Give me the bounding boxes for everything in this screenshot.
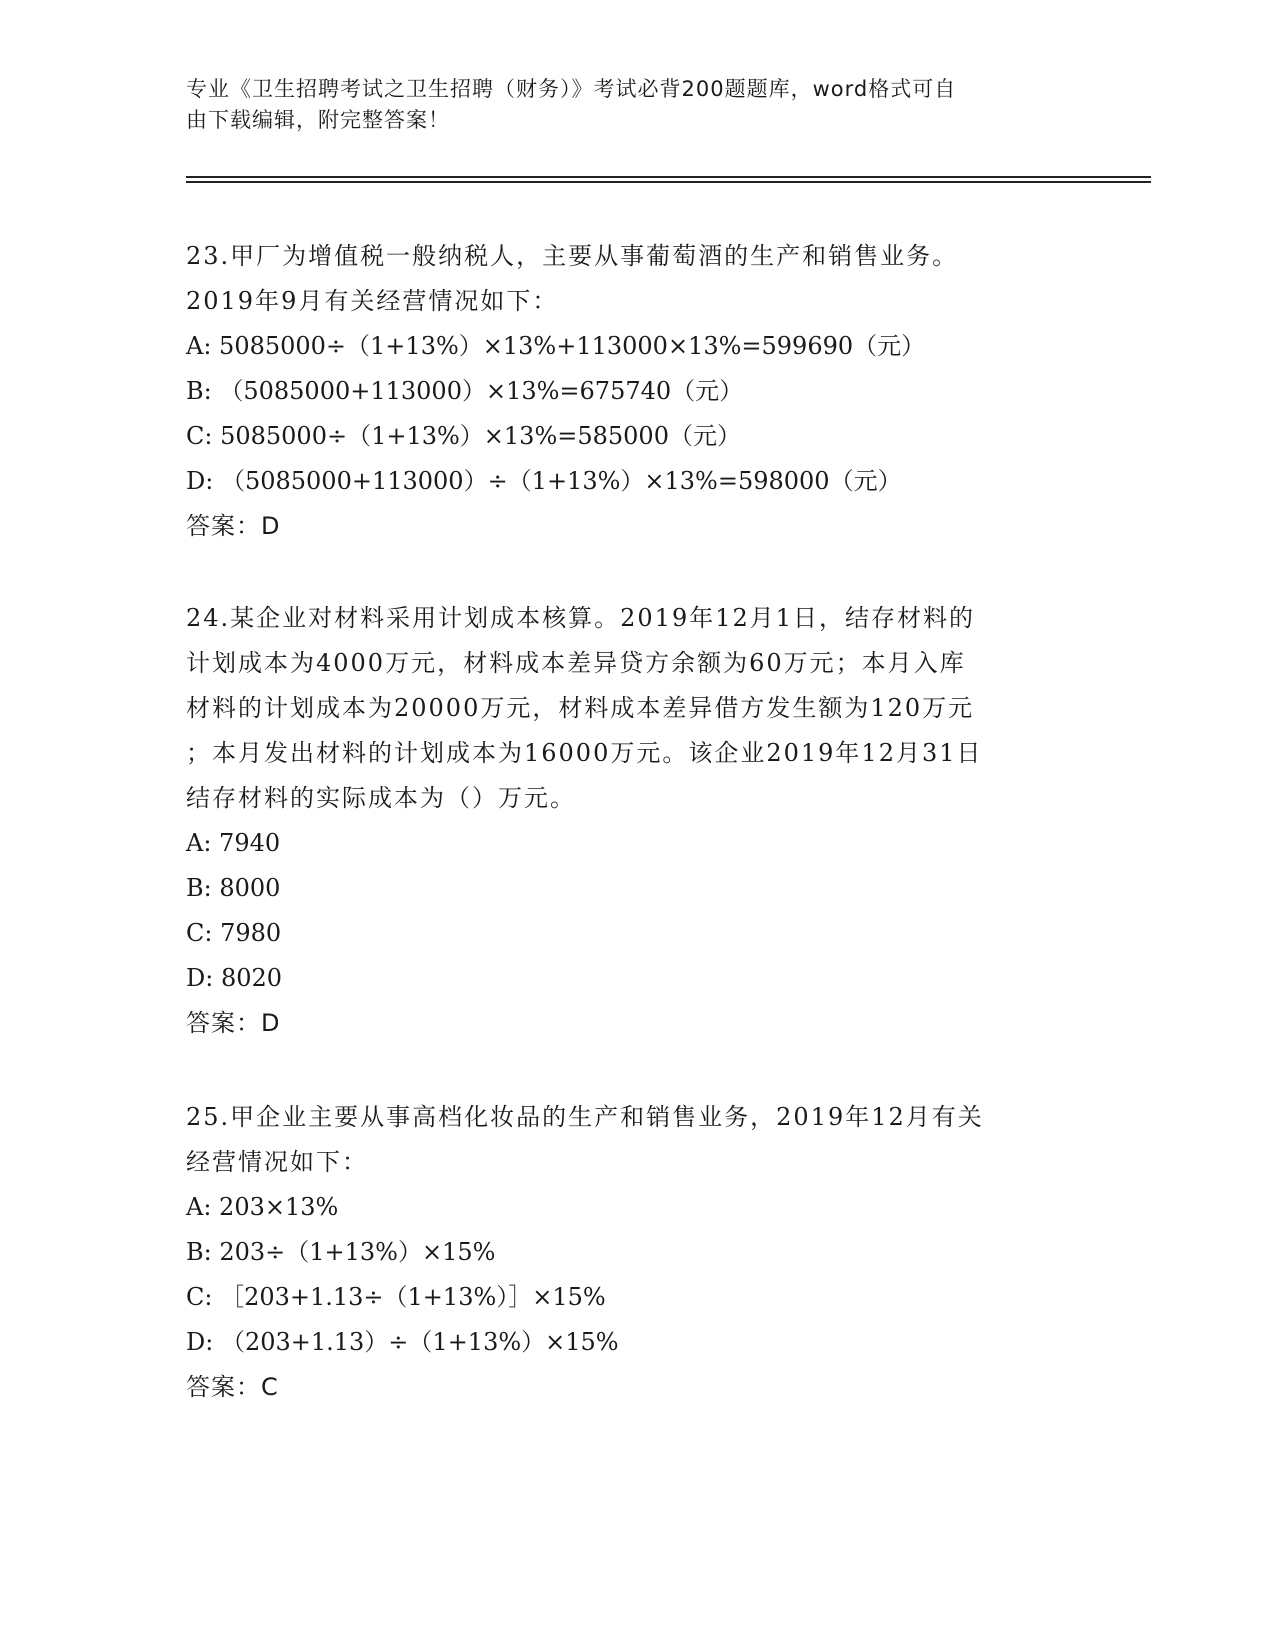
question-stem-line: 23.甲厂为增值税一般纳税人，主要从事葡萄酒的生产和销售业务。 — [186, 242, 959, 270]
question-stem-line: 25.甲企业主要从事高档化妆品的生产和销售业务，2019年12月有关 — [186, 1103, 984, 1131]
option-b: B: 8000 — [186, 874, 281, 902]
question-25 — [186, 1095, 1066, 1410]
question-stem-line: ；本月发出材料的计划成本为16000万元。该企业2019年12月31日 — [186, 739, 983, 767]
option-c: C: 5085000÷（1+13%）×13%=585000（元） — [186, 422, 741, 450]
answer: 答案：D — [186, 512, 281, 540]
option-a: A: 7940 — [186, 829, 281, 857]
question-stem-line: 2019年9月有关经营情况如下： — [186, 287, 559, 315]
option-b: B: 203÷（1+13%）×15% — [186, 1238, 496, 1266]
option-c: C: ［203+1.13÷（1+13%）］×15% — [186, 1283, 606, 1311]
option-a: A: 5085000÷（1+13%）×13%+113000×13%=599690（元） — [186, 332, 926, 360]
answer: 答案：D — [186, 1009, 281, 1037]
option-b: B: （5085000+113000）×13%=675740（元） — [186, 377, 744, 405]
option-c: C: 7980 — [186, 919, 282, 947]
question-stem-line: 24.某企业对材料采用计划成本核算。2019年12月1日，结存材料的 — [186, 604, 976, 632]
question-24 — [186, 596, 1066, 1046]
option-d: D: （203+1.13）÷（1+13%）×15% — [186, 1328, 619, 1356]
question-stem-line: 材料的计划成本为20000万元，材料成本差异借方发生额为120万元 — [186, 694, 975, 722]
header-divider-top — [186, 176, 1151, 178]
question-stem-line: 经营情况如下： — [186, 1148, 368, 1176]
question-23 — [186, 234, 1066, 549]
header-line-1: 专业《卫生招聘考试之卫生招聘（财务）》考试必背200题题库，word格式可自 — [186, 77, 957, 101]
document-header — [186, 74, 1066, 136]
option-d: D: （5085000+113000）÷（1+13%）×13%=598000（元） — [186, 467, 902, 495]
header-divider-bottom — [186, 181, 1151, 183]
header-line-2: 由下载编辑，附完整答案！ — [186, 108, 450, 132]
answer: 答案：C — [186, 1373, 279, 1401]
question-stem-line: 计划成本为4000万元，材料成本差异贷方余额为60万元；本月入库 — [186, 649, 966, 677]
question-stem-line: 结存材料的实际成本为（）万元。 — [186, 784, 576, 812]
option-d: D: 8020 — [186, 964, 283, 992]
option-a: A: 203×13% — [186, 1193, 339, 1221]
